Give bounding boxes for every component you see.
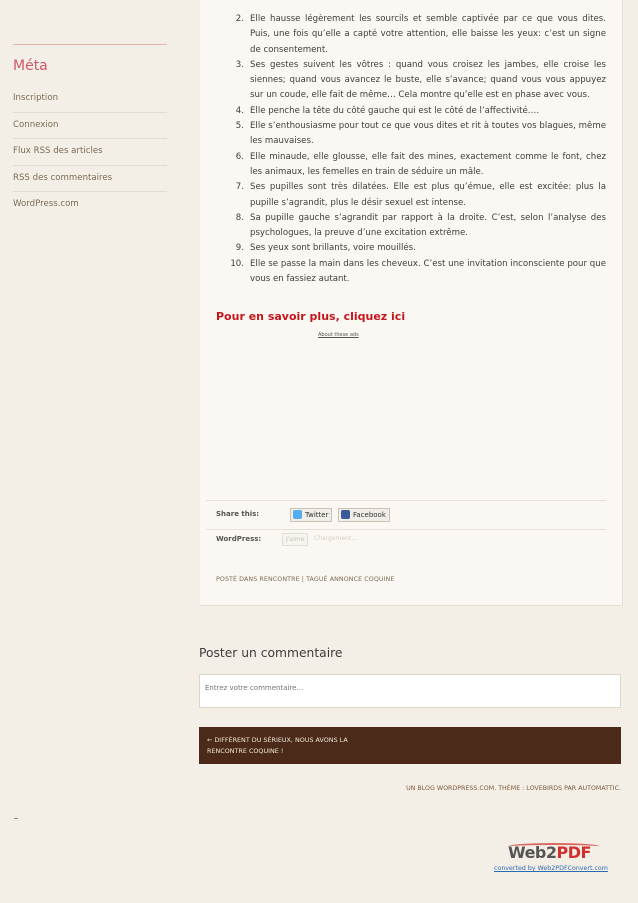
list-item: 6. Elle minaude, elle glousse, elle fait des mines, exactement comme le font, chez les animaux, les femelles en train de séduire un mâle. (235, 151, 606, 177)
post-article (200, 0, 623, 606)
sidebar-item-rss-articles[interactable]: Flux RSS des articles (13, 139, 167, 166)
comment-title: Poster un commentaire (199, 646, 343, 660)
web2pdf-caption[interactable]: converted by Web2PDFConvert.com (494, 865, 608, 872)
loading-text: Chargement… (314, 535, 358, 542)
list-item: 9. Ses yeux sont brillants, voire mouillés. (235, 243, 416, 254)
about-ads-link[interactable]: About these ads (318, 332, 359, 338)
web2pdf-logo: Web2PDF (508, 843, 600, 863)
comment-box (199, 674, 621, 708)
web2pdf-badge[interactable] (494, 843, 608, 872)
twitter-icon (293, 510, 302, 519)
list-item: 5. Elle s’enthousiasme pour tout ce que vous dites et rit à toutes vos blagues, même les mauvaises. (235, 121, 606, 147)
footer-mark (14, 818, 18, 819)
sidebar-item-connexion[interactable]: Connexion (13, 113, 167, 140)
list-item: 8. Sa pupille gauche s’agrandit par rapport à la droite. C’est, selon l’analyse des psychologues, la preuve d’une excitation extrême. (235, 212, 606, 239)
sidebar-divider (13, 44, 167, 45)
footer-credits[interactable]: UN BLOG WORDPRESS.COM. THÈME : LOVEBIRDS PAR AUTOMATTIC. (406, 785, 621, 792)
wordpress-label: WordPress: (216, 535, 262, 543)
wordpress-like-bar (206, 531, 606, 551)
list-item: 3. Ses gestes suivent les vôtres : quand vous croisez les jambes, elle croise les siennes; quand vous avancez le buste, elle s’avance; quand vous vous appuyez sur un coude, elle fait de même… Cela montre qu’elle est en phase avec vous. (235, 59, 606, 101)
facebook-share-button[interactable]: Facebook (338, 508, 390, 522)
list-item: 2. Elle hausse légèrement les sourcils et semble captivée par ce que vous dites. Puis, une fois qu’elle a capté votre attention, elle baisse les yeux: c’est un signe de consentement. (235, 14, 606, 55)
previous-post-link[interactable]: ← DIFFÉRENT DU SÉRIEUX, NOUS AVONS LA RENCONTRE COQUINE ! (207, 736, 348, 755)
post-meta[interactable]: POSTÉ DANS RENCONTRE | TAGUÉ ANNONCE COQUINE (216, 576, 395, 583)
comment-input[interactable] (200, 676, 610, 700)
meta-links (13, 86, 167, 218)
logo-swoosh (508, 843, 600, 850)
read-more-link[interactable]: Pour en savoir plus, cliquez ici (216, 310, 406, 323)
tips-list (222, 12, 606, 287)
sidebar-title: Méta (13, 58, 48, 74)
share-label: Share this: (216, 510, 260, 518)
sidebar-item-wordpress[interactable]: WordPress.com (13, 199, 79, 209)
like-button[interactable]: J'aime (282, 533, 308, 546)
sidebar-item-rss-comments[interactable]: RSS des commentaires (13, 166, 167, 193)
facebook-icon (341, 510, 350, 519)
sidebar-item-inscription[interactable]: Inscription (13, 86, 167, 113)
post-navigation (199, 727, 621, 764)
twitter-share-button[interactable]: Twitter (290, 508, 332, 522)
list-item: 7. Ses pupilles sont très dilatées. Elle est plus qu’émue, elle est excitée: plus la pupille s’agrandit, plus le désir sexuel est intense. (235, 182, 606, 208)
share-bar (206, 500, 606, 530)
list-item: 4. Elle penche la tête du côté gauche qui est le côté de l’affectivité…. (235, 105, 540, 116)
list-item: 10. Elle se passe la main dans les cheveux. C’est une invitation inconsciente pour que vous en fassiez autant. (230, 258, 606, 285)
